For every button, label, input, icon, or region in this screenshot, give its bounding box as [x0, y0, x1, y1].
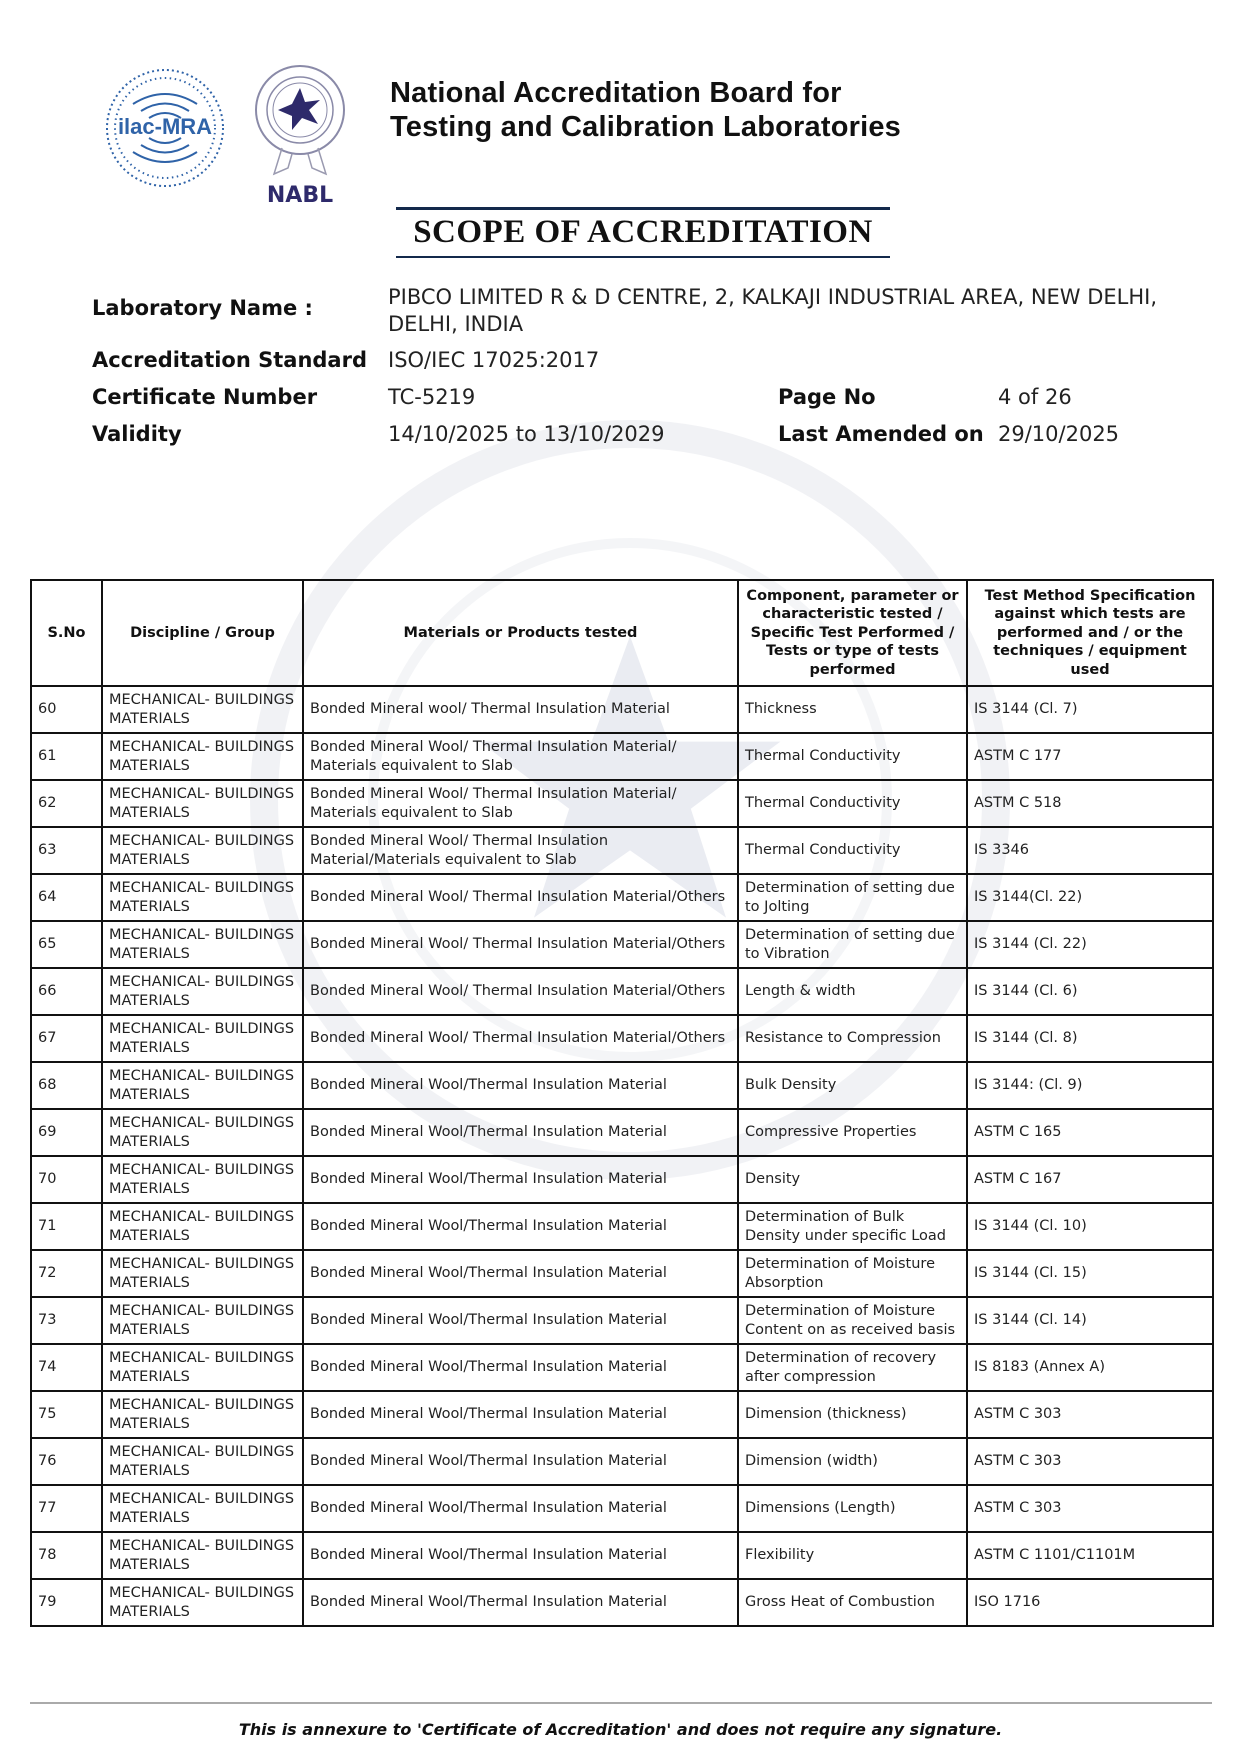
table-row [31, 1015, 1213, 1062]
lab-name-label: Laboratory Name : [92, 296, 313, 320]
cell-material: Bonded Mineral Wool/Thermal Insulation Material [303, 1297, 738, 1344]
cell-discipline: MECHANICAL- BUILDINGS MATERIALS [102, 921, 303, 968]
table-row [31, 827, 1213, 874]
cell-discipline: MECHANICAL- BUILDINGS MATERIALS [102, 1485, 303, 1532]
table-row [31, 1579, 1213, 1626]
cell-material: Bonded Mineral Wool/Thermal Insulation Material [303, 1579, 738, 1626]
cell-material: Bonded Mineral wool/ Thermal Insulation Material [303, 686, 738, 733]
cell-material: Bonded Mineral Wool/ Thermal Insulation Material/ Materials equivalent to Slab [303, 733, 738, 780]
cell-parameter: Flexibility [738, 1532, 967, 1579]
cell-test-method: ASTM C 1101/C1101M [967, 1532, 1213, 1579]
scope-table [30, 579, 1214, 1627]
table-row [31, 921, 1213, 968]
cell-sno: 71 [31, 1203, 102, 1250]
cell-discipline: MECHANICAL- BUILDINGS MATERIALS [102, 1015, 303, 1062]
cell-test-method: IS 3346 [967, 827, 1213, 874]
cell-discipline: MECHANICAL- BUILDINGS MATERIALS [102, 1532, 303, 1579]
scope-table-body [31, 686, 1213, 1626]
table-row [31, 1485, 1213, 1532]
document-title: SCOPE OF ACCREDITATION [413, 214, 873, 250]
cell-parameter: Determination of Bulk Density under specific Load [738, 1203, 967, 1250]
cell-discipline: MECHANICAL- BUILDINGS MATERIALS [102, 1250, 303, 1297]
cell-parameter: Determination of setting due to Jolting [738, 874, 967, 921]
cell-test-method: IS 3144 (Cl. 14) [967, 1297, 1213, 1344]
nabl-logo [252, 62, 348, 210]
cell-parameter: Determination of recovery after compression [738, 1344, 967, 1391]
cell-parameter: Thickness [738, 686, 967, 733]
cell-test-method: ISO 1716 [967, 1579, 1213, 1626]
cell-sno: 68 [31, 1062, 102, 1109]
certificate-value: TC-5219 [388, 385, 476, 409]
cell-sno: 65 [31, 921, 102, 968]
cell-discipline: MECHANICAL- BUILDINGS MATERIALS [102, 1438, 303, 1485]
cell-discipline: MECHANICAL- BUILDINGS MATERIALS [102, 1344, 303, 1391]
cell-material: Bonded Mineral Wool/ Thermal Insulation Material/Others [303, 1015, 738, 1062]
lab-name-value-line-1: PIBCO LIMITED R & D CENTRE, 2, KALKAJI INDUSTRIAL AREA, NEW DELHI, [388, 285, 1158, 309]
ilac-mra-logo [103, 66, 227, 190]
cell-test-method: IS 3144(Cl. 22) [967, 874, 1213, 921]
cell-discipline: MECHANICAL- BUILDINGS MATERIALS [102, 686, 303, 733]
last-amended-value: 29/10/2025 [998, 422, 1120, 446]
cell-material: Bonded Mineral Wool/Thermal Insulation Material [303, 1391, 738, 1438]
cell-test-method: IS 3144 (Cl. 6) [967, 968, 1213, 1015]
cell-test-method: ASTM C 167 [967, 1156, 1213, 1203]
cell-sno: 66 [31, 968, 102, 1015]
table-row [31, 686, 1213, 733]
cell-sno: 61 [31, 733, 102, 780]
cell-sno: 63 [31, 827, 102, 874]
cell-material: Bonded Mineral Wool/Thermal Insulation Material [303, 1062, 738, 1109]
cell-sno: 60 [31, 686, 102, 733]
cell-sno: 73 [31, 1297, 102, 1344]
cell-material: Bonded Mineral Wool/Thermal Insulation Material [303, 1109, 738, 1156]
table-row [31, 1391, 1213, 1438]
cell-sno: 78 [31, 1532, 102, 1579]
cell-material: Bonded Mineral Wool/ Thermal Insulation Material/Others [303, 874, 738, 921]
cell-parameter: Dimensions (Length) [738, 1485, 967, 1532]
cell-parameter: Length & width [738, 968, 967, 1015]
cell-sno: 70 [31, 1156, 102, 1203]
cell-discipline: MECHANICAL- BUILDINGS MATERIALS [102, 1579, 303, 1626]
header-discipline: Discipline / Group [102, 580, 303, 686]
cell-discipline: MECHANICAL- BUILDINGS MATERIALS [102, 1156, 303, 1203]
table-row [31, 1297, 1213, 1344]
cell-test-method: IS 8183 (Annex A) [967, 1344, 1213, 1391]
table-row [31, 1532, 1213, 1579]
table-row [31, 733, 1213, 780]
cell-parameter: Bulk Density [738, 1062, 967, 1109]
footer-note: This is annexure to 'Certificate of Accreditation' and does not require any signature. [238, 1720, 1003, 1739]
cell-discipline: MECHANICAL- BUILDINGS MATERIALS [102, 1109, 303, 1156]
cell-material: Bonded Mineral Wool/Thermal Insulation Material [303, 1485, 738, 1532]
cell-parameter: Compressive Properties [738, 1109, 967, 1156]
cell-material: Bonded Mineral Wool/Thermal Insulation Material [303, 1532, 738, 1579]
cell-test-method: ASTM C 303 [967, 1485, 1213, 1532]
org-title-line-1: National Accreditation Board for [390, 77, 842, 109]
cell-test-method: IS 3144 (Cl. 7) [967, 686, 1213, 733]
page-no-label: Page No [778, 385, 876, 409]
cell-test-method: IS 3144 (Cl. 22) [967, 921, 1213, 968]
cell-sno: 76 [31, 1438, 102, 1485]
cell-discipline: MECHANICAL- BUILDINGS MATERIALS [102, 733, 303, 780]
cell-test-method: ASTM C 165 [967, 1109, 1213, 1156]
cell-material: Bonded Mineral Wool/ Thermal Insulation Material/Others [303, 968, 738, 1015]
standard-label: Accreditation Standard [92, 348, 367, 372]
cell-material: Bonded Mineral Wool/Thermal Insulation Material [303, 1203, 738, 1250]
cell-material: Bonded Mineral Wool/ Thermal Insulation Material/ Materials equivalent to Slab [303, 780, 738, 827]
footer-divider [30, 1702, 1212, 1704]
cell-parameter: Dimension (width) [738, 1438, 967, 1485]
cell-sno: 72 [31, 1250, 102, 1297]
org-title-line-2: Testing and Calibration Laboratories [390, 111, 902, 143]
cell-discipline: MECHANICAL- BUILDINGS MATERIALS [102, 780, 303, 827]
last-amended-label: Last Amended on [778, 422, 984, 446]
cell-discipline: MECHANICAL- BUILDINGS MATERIALS [102, 1062, 303, 1109]
certificate-label: Certificate Number [92, 385, 318, 409]
table-row [31, 874, 1213, 921]
cell-sno: 77 [31, 1485, 102, 1532]
header-materials: Materials or Products tested [303, 580, 738, 686]
table-row [31, 1250, 1213, 1297]
cell-parameter: Density [738, 1156, 967, 1203]
header-test-method: Test Method Specification against which tests are performed and / or the techniques / equipment used [967, 580, 1213, 686]
ilac-logo-text: ilac-MRA [117, 114, 213, 139]
cell-material: Bonded Mineral Wool/Thermal Insulation Material [303, 1250, 738, 1297]
cell-parameter: Resistance to Compression [738, 1015, 967, 1062]
cell-material: Bonded Mineral Wool/Thermal Insulation Material [303, 1156, 738, 1203]
cell-parameter: Thermal Conductivity [738, 733, 967, 780]
cell-test-method: IS 3144 (Cl. 15) [967, 1250, 1213, 1297]
cell-parameter: Determination of setting due to Vibration [738, 921, 967, 968]
table-row [31, 1344, 1213, 1391]
standard-value: ISO/IEC 17025:2017 [388, 348, 600, 372]
cell-material: Bonded Mineral Wool/Thermal Insulation Material [303, 1438, 738, 1485]
cell-sno: 62 [31, 780, 102, 827]
cell-parameter: Gross Heat of Combustion [738, 1579, 967, 1626]
table-row [31, 1438, 1213, 1485]
cell-material: Bonded Mineral Wool/Thermal Insulation Material [303, 1344, 738, 1391]
cell-sno: 74 [31, 1344, 102, 1391]
organization-title [390, 76, 901, 144]
cell-test-method: ASTM C 177 [967, 733, 1213, 780]
cell-test-method: ASTM C 303 [967, 1438, 1213, 1485]
table-header-row [31, 580, 1213, 686]
table-row [31, 1062, 1213, 1109]
cell-sno: 79 [31, 1579, 102, 1626]
cell-discipline: MECHANICAL- BUILDINGS MATERIALS [102, 968, 303, 1015]
cell-parameter: Dimension (thickness) [738, 1391, 967, 1438]
cell-sno: 64 [31, 874, 102, 921]
header-parameter: Component, parameter or characteristic tested / Specific Test Performed / Tests or type of tests performed [738, 580, 967, 686]
cell-discipline: MECHANICAL- BUILDINGS MATERIALS [102, 1203, 303, 1250]
cell-test-method: ASTM C 518 [967, 780, 1213, 827]
table-row [31, 1156, 1213, 1203]
cell-material: Bonded Mineral Wool/ Thermal Insulation Material/Materials equivalent to Slab [303, 827, 738, 874]
cell-test-method: ASTM C 303 [967, 1391, 1213, 1438]
cell-sno: 69 [31, 1109, 102, 1156]
table-row [31, 780, 1213, 827]
validity-label: Validity [92, 422, 182, 446]
cell-test-method: IS 3144 (Cl. 10) [967, 1203, 1213, 1250]
cell-discipline: MECHANICAL- BUILDINGS MATERIALS [102, 1297, 303, 1344]
cell-parameter: Determination of Moisture Absorption [738, 1250, 967, 1297]
table-row [31, 1203, 1213, 1250]
nabl-logo-text: NABL [266, 183, 334, 208]
table-row [31, 968, 1213, 1015]
lab-name-value-line-2: DELHI, INDIA [388, 312, 524, 336]
cell-material: Bonded Mineral Wool/ Thermal Insulation Material/Others [303, 921, 738, 968]
cell-sno: 75 [31, 1391, 102, 1438]
validity-value: 14/10/2025 to 13/10/2029 [388, 422, 665, 446]
cell-discipline: MECHANICAL- BUILDINGS MATERIALS [102, 874, 303, 921]
cell-parameter: Thermal Conductivity [738, 827, 967, 874]
cell-discipline: MECHANICAL- BUILDINGS MATERIALS [102, 1391, 303, 1438]
header-sno: S.No [31, 580, 102, 686]
title-rule-bottom [396, 256, 890, 258]
cell-discipline: MECHANICAL- BUILDINGS MATERIALS [102, 827, 303, 874]
page-no-value: 4 of 26 [998, 385, 1072, 409]
cell-test-method: IS 3144 (Cl. 8) [967, 1015, 1213, 1062]
cell-parameter: Thermal Conductivity [738, 780, 967, 827]
cell-test-method: IS 3144: (Cl. 9) [967, 1062, 1213, 1109]
cell-sno: 67 [31, 1015, 102, 1062]
title-rule-top [396, 207, 890, 210]
cell-parameter: Determination of Moisture Content on as received basis [738, 1297, 967, 1344]
table-row [31, 1109, 1213, 1156]
